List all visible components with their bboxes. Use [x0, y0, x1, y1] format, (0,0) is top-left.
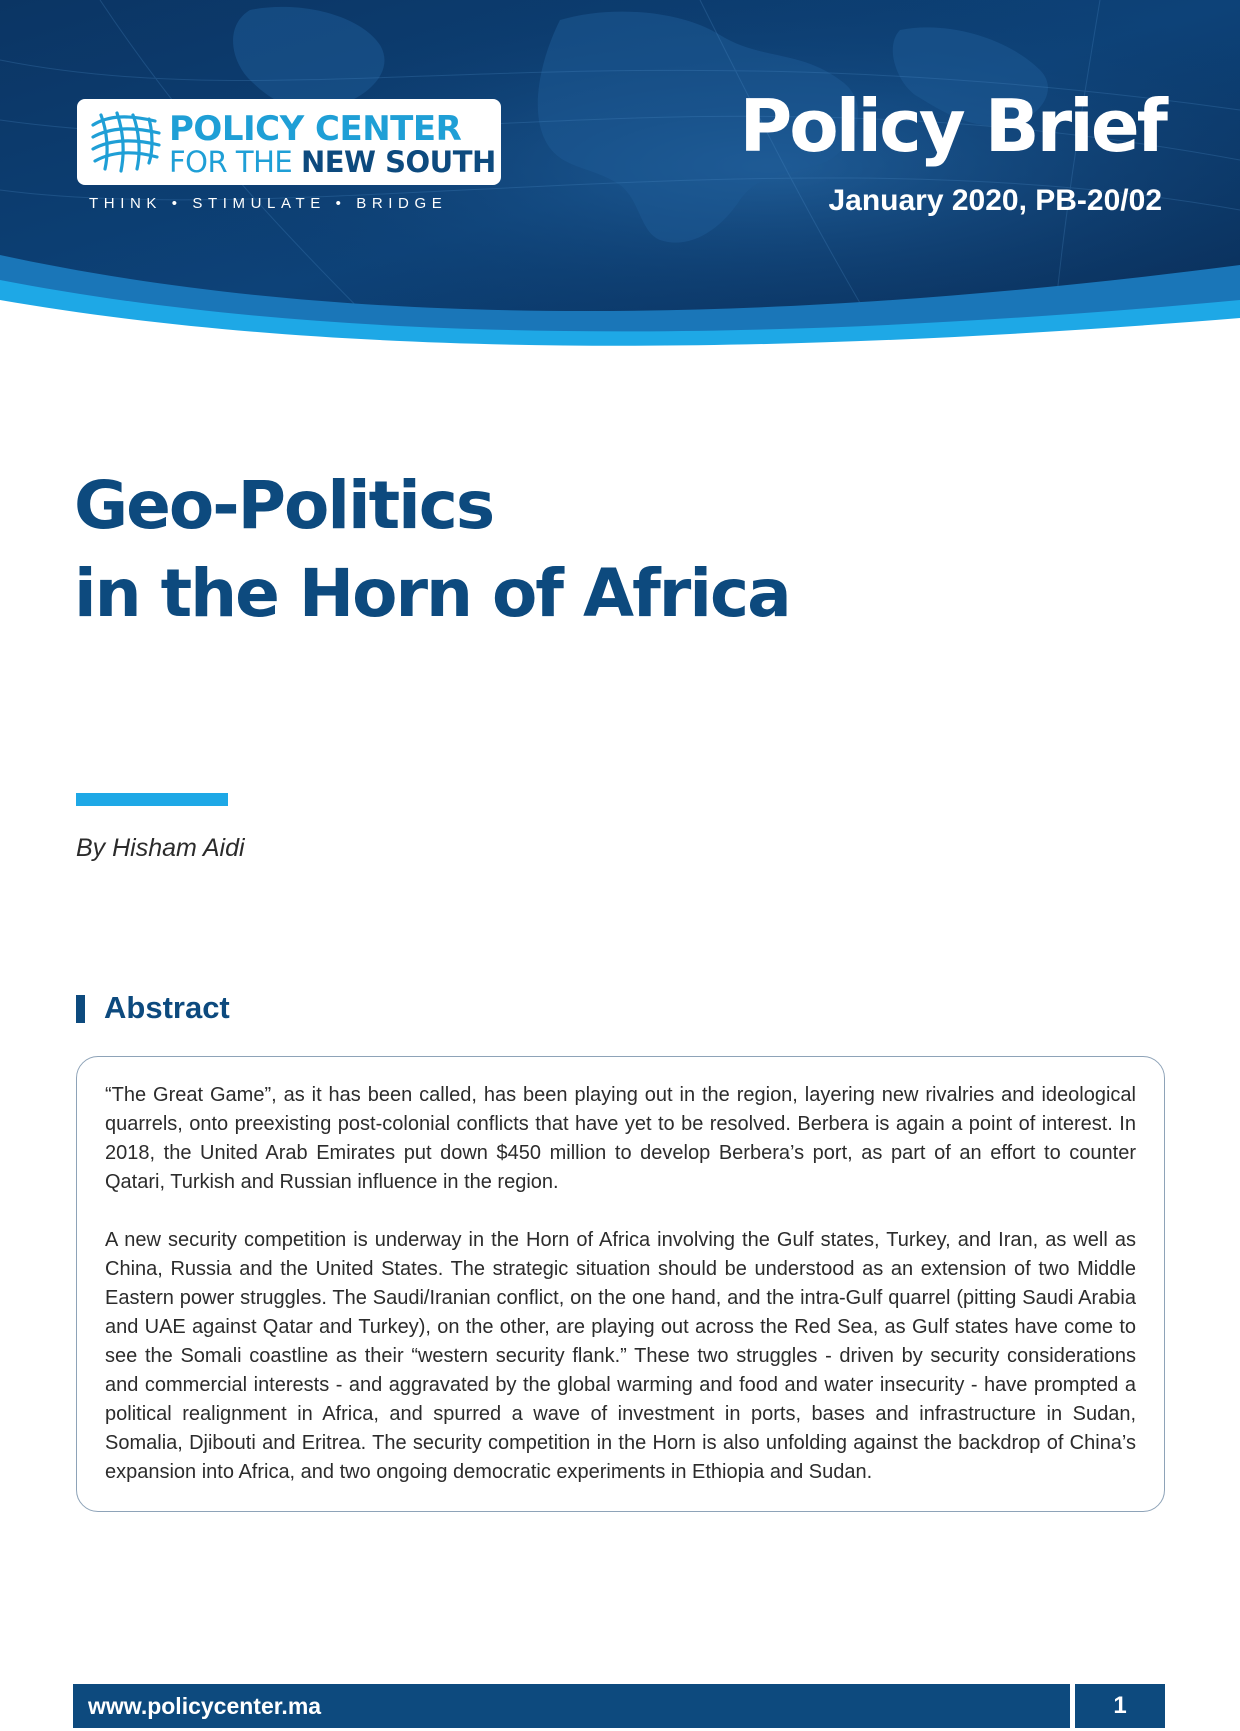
- document-title: [74, 462, 790, 638]
- publication-date: January 2020, PB-20/02: [828, 184, 1162, 217]
- logo-text-emphasis: NEW SOUTH: [300, 145, 496, 179]
- footer-website: www.policycenter.ma: [73, 1684, 1070, 1728]
- abstract-marker: [76, 995, 85, 1023]
- logo-text-line1: POLICY CENTER: [169, 109, 462, 149]
- author-byline: By Hisham Aidi: [76, 834, 245, 862]
- title-line-1: Geo-Politics: [74, 467, 494, 544]
- logo-globe-icon: [89, 111, 163, 173]
- publication-type: Policy Brief: [739, 84, 1165, 168]
- policy-center-logo: [77, 99, 501, 185]
- abstract-heading: Abstract: [104, 990, 230, 1025]
- logo-text-line2: [169, 145, 496, 179]
- logo-text-prefix: FOR THE: [169, 145, 301, 179]
- abstract-box: [76, 1056, 1165, 1512]
- page-number: 1: [1075, 1684, 1165, 1728]
- logo-tagline: THINK • STIMULATE • BRIDGE: [89, 195, 448, 212]
- abstract-paragraph: “The Great Game”, as it has been called, has been playing out in the region, layering new rivalries and ideological quarrels, onto preexisting post-colonial conflicts that have yet to be resolved. Berbera is again a point of interest. In 2018, the United Arab Emirates put down $450 million to develop Berbera’s port, as part of an effort to counter Qatari, Turkish and Russian influence in the region.: [105, 1084, 1136, 1193]
- abstract-paragraph: A new security competition is underway in the Horn of Africa involving the Gulf states, Turkey, and Iran, as well as China, Russia and the United States. The strategic situation should be understood as an extension of two Middle Eastern power struggles. The Saudi/Iranian conflict, on the one hand, and the intra-Gulf quarrel (pitting Saudi Arabia and UAE against Qatar and Turkey), on the other, are playing out across the Red Sea, as Gulf states have come to see the Somali coastline as their “western security flank.” These two struggles - driven by security considerations and commercial interests - and aggravated by the global warming and food and water insecurity - have prompted a political realignment in Africa, and spurred a wave of investment in ports, bases and infrastructure in Sudan, Somalia, Djibouti and Eritrea. The security competition in the Horn is also unfolding against the backdrop of China’s expansion into Africa, and two ongoing democratic experiments in Ethiopia and Sudan.: [105, 1229, 1136, 1483]
- title-line-2: in the Horn of Africa: [74, 555, 790, 632]
- accent-divider: [76, 793, 228, 806]
